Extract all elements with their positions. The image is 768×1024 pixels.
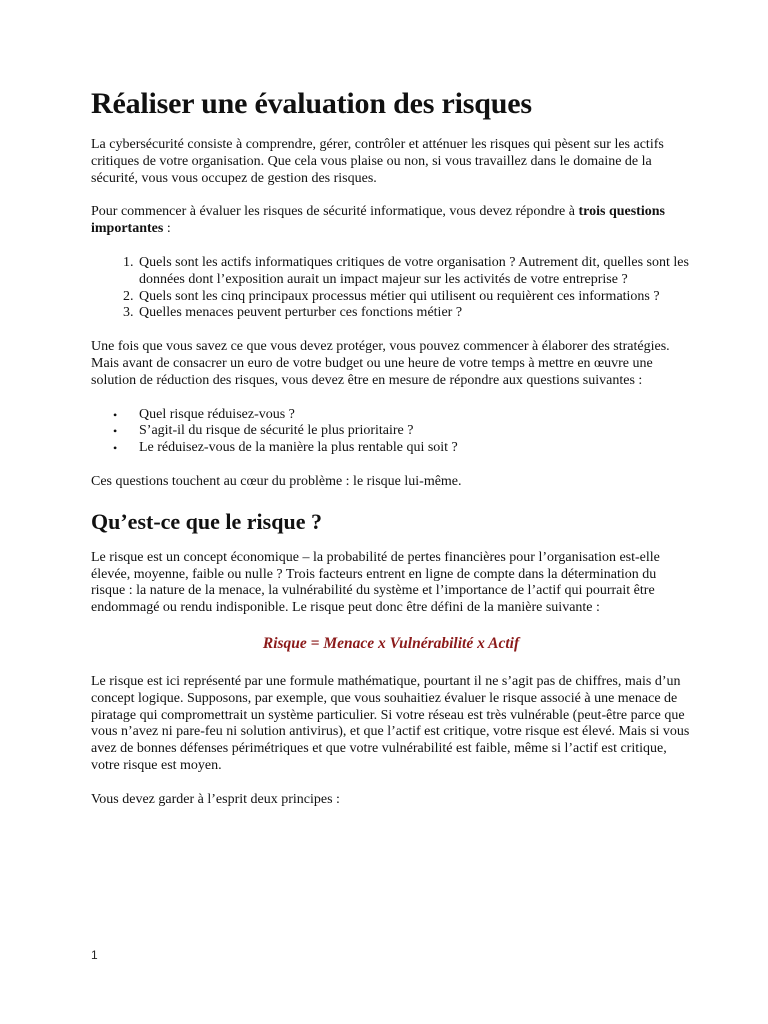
question-item: 1. Quels sont les actifs informatiques critiques de votre organisation ? Autrement dit, quelles sont les données dont l’exposition aurait un impact majeur sur les activités de votre entreprise ? bbox=[137, 255, 691, 289]
bullet-icon: • bbox=[113, 407, 118, 422]
section-title: Qu’est-ce que le risque ? bbox=[91, 508, 322, 534]
question-item: 2. Quels sont les cinq principaux processus métier qui utilisent ou requièrent ces informations ? bbox=[137, 289, 691, 306]
bullet-icon: • bbox=[113, 441, 118, 456]
page-title: Réaliser une évaluation des risques bbox=[91, 87, 532, 120]
risk-definition-paragraph: Le risque est un concept économique – la probabilité de pertes financières pour l’organisation est-elle élevée, moyenne, faible ou nulle ? Trois facteurs entrent en ligne de compte dans la détermination du risque : la nature de la menace, la vulnérabilité du système et l’importance de l’actif qui pourrait être endommagé ou rendu indisponible. Le risque peut donc être défini de la manière suivante : bbox=[91, 549, 660, 616]
heart-paragraph: Ces questions touchent au cœur du problème : le risque lui-même. bbox=[91, 473, 462, 489]
start-text: Pour commencer à évaluer les risques de sécurité informatique, vous devez répondre à bbox=[91, 204, 579, 220]
principles-intro-paragraph: Vous devez garder à l’esprit deux principes : bbox=[91, 791, 340, 807]
document-content bbox=[91, 85, 691, 826]
strategy-paragraph: Une fois que vous savez ce que vous devez protéger, vous pouvez commencer à élaborer des stratégies. Mais avant de consacrer un euro de votre budget ou une heure de votre temps à mettre en œuvre une solution de réduction des risques, vous devez être en mesure de répondre aux questions suivantes : bbox=[91, 339, 670, 388]
check-item bbox=[113, 423, 691, 440]
start-bold-text: trois questions importantes bbox=[91, 204, 665, 237]
check-item-text: Quel risque réduisez-vous ? bbox=[139, 406, 295, 422]
check-item-text: S’agit-il du risque de sécurité le plus prioritaire ? bbox=[139, 423, 414, 439]
start-paragraph bbox=[91, 204, 691, 238]
check-item bbox=[113, 440, 691, 457]
questions-list bbox=[91, 255, 691, 322]
checks-list bbox=[91, 407, 691, 457]
start-end-text: : bbox=[163, 221, 171, 237]
bullet-icon: • bbox=[113, 424, 118, 439]
formula-explanation-paragraph: Le risque est ici représenté par une formule mathématique, pourtant il ne s’agit pas de chiffres, mais d’un concept logique. Supposons, par exemple, que vous souhaitiez évaluer le risque associé à une menace de piratage qui compromettrait un système particulier. Si votre réseau est très vulnérable (peut-être parce que vous n’avez ni pare-feu ni solution antivirus), et que l’actif est critique, votre risque est élevé. Mais si vous avez de bonnes défenses périmétriques et que votre vulnérabilité est faible, même si l’actif est critique, votre risque est moyen. bbox=[91, 673, 690, 773]
page-number: 1 bbox=[91, 948, 98, 962]
check-item-text: Le réduisez-vous de la manière la plus rentable qui soit ? bbox=[139, 440, 458, 456]
question-item: 3. Quelles menaces peuvent perturber ces fonctions métier ? bbox=[137, 305, 691, 322]
check-item bbox=[113, 406, 691, 424]
risk-formula: Risque = Menace x Vulnérabilité x Actif bbox=[262, 634, 520, 652]
intro-paragraph: La cybersécurité consiste à comprendre, gérer, contrôler et atténuer les risques qui pèsent sur les actifs critiques de votre organisation. Que cela vous plaise ou non, si vous travaillez dans le domaine de la sécurité, vous vous occupez de gestion des risques. bbox=[91, 137, 664, 186]
